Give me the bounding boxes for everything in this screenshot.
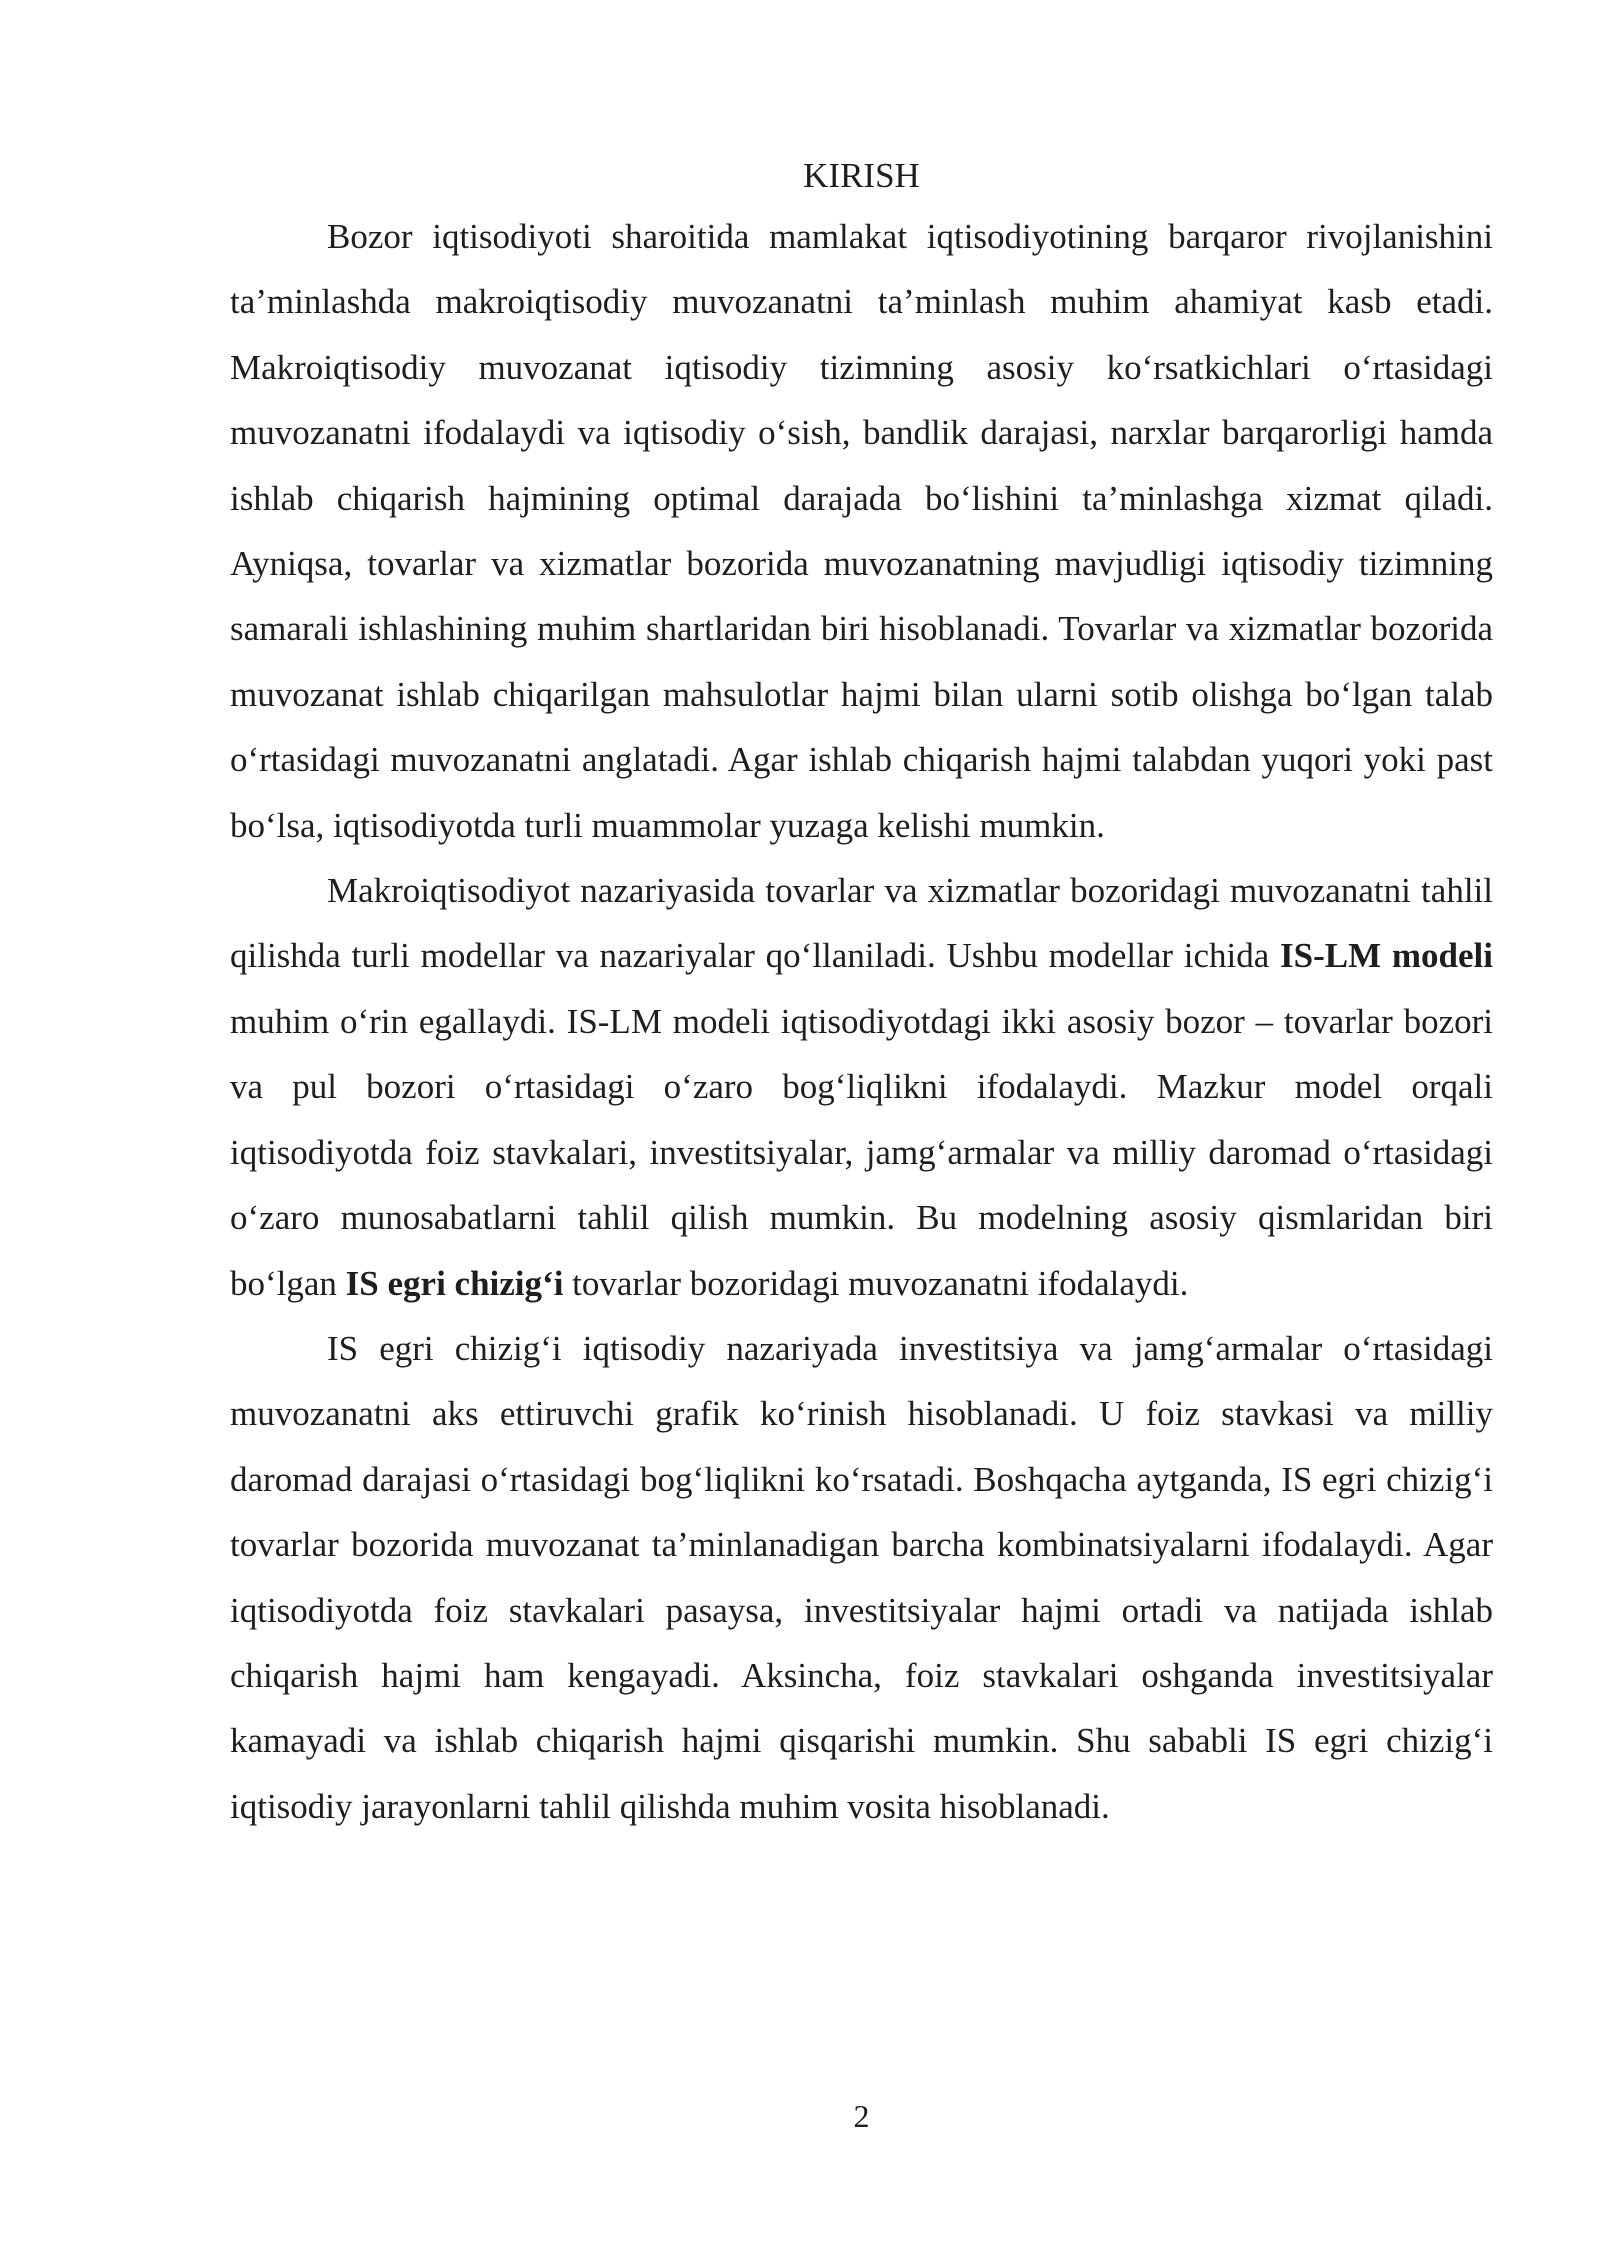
paragraph-text: tovarlar bozoridagi muvozanatni ifodalaydi.: [563, 1263, 1189, 1303]
bold-term-is-curve: IS egri chizig‘i: [345, 1263, 564, 1303]
paragraph-is-lm-model: [230, 858, 1493, 1316]
section-heading: KIRISH: [803, 156, 920, 195]
paragraph-text: muhim o‘rin egallaydi. IS-LM modeli iqtisodiyotdagi ikki asosiy bozor – tovarlar bozori va pul bozori o‘rtasidagi o‘zaro bog‘liqlikni ifodalaydi. Mazkur model orqali iqtisodiyotda foiz stavkalari, investitsiyalar, jamg‘armalar va milliy daromad o‘rtasidagi o‘zaro munosabatlarni tahlil qilish mumkin. Bu modelning asosiy qismlaridan biri bo‘lgan: [230, 1001, 1493, 1303]
paragraph-introduction: [230, 204, 1493, 858]
page-number: 2: [853, 2098, 870, 2134]
bold-term-is-lm-model: IS-LM modeli: [1280, 936, 1493, 976]
paragraph-text: Bozor iqtisodiyoti sharoitida mamlakat iqtisodiyotining barqaror rivojlanishini ta’minlashda makroiqtisodiy muvozanatni ta’minlash muhim ahamiyat kasb etadi. Makroiqtisodiy muvozanat iqtisodiy tizimning asosiy ko‘rsatkichlari o‘rtasidagi muvozanatni ifodalaydi va iqtisodiy o‘sish, bandlik darajasi, narxlar barqarorligi hamda ishlab chiqarish hajmining optimal darajada bo‘lishini ta’minlashga xizmat qiladi. Ayniqsa, tovarlar va xizmatlar bozorida muvozanatning mavjudligi iqtisodiy tizimning samarali ishlashining muhim shartlaridan biri hisoblanadi. Tovarlar va xizmatlar bozorida muvozanat ishlab chiqarilgan mahsulotlar hajmi bilan ularni sotib olishga bo‘lgan talab o‘rtasidagi muvozanatni anglatadi. Agar ishlab chiqarish hajmi talabdan yuqori yoki past bo‘lsa, iqtisodiyotda turli muammolar yuzaga kelishi mumkin.: [230, 217, 1493, 845]
paragraph-text: Makroiqtisodiyot nazariyasida tovarlar va xizmatlar bozoridagi muvozanatni tahlil qilishda turli modellar va nazariyalar qo‘llaniladi. Ushbu modellar ichida: [230, 871, 1493, 976]
page-content: [230, 148, 1493, 1839]
paragraph-text: IS egri chizig‘i iqtisodiy nazariyada investitsiya va jamg‘armalar o‘rtasidagi muvozanatni aks ettiruvchi grafik ko‘rinish hisoblanadi. U foiz stavkasi va milliy daromad darajasi o‘rtasidagi bog‘liqlikni ko‘rsatadi. Boshqacha aytganda, IS egri chizig‘i tovarlar bozorida muvozanat ta’minlanadigan barcha kombinatsiyalarni ifodalaydi. Agar iqtisodiyotda foiz stavkalari pasaysa, investitsiyalar hajmi ortadi va natijada ishlab chiqarish hajmi ham kengayadi. Aksincha, foiz stavkalari oshganda investitsiyalar kamayadi va ishlab chiqarish hajmi qisqarishi mumkin. Shu sababli IS egri chizig‘i iqtisodiy jarayonlarni tahlil qilishda muhim vosita hisoblanadi.: [230, 1328, 1493, 1826]
paragraph-is-curve: [230, 1316, 1493, 1839]
